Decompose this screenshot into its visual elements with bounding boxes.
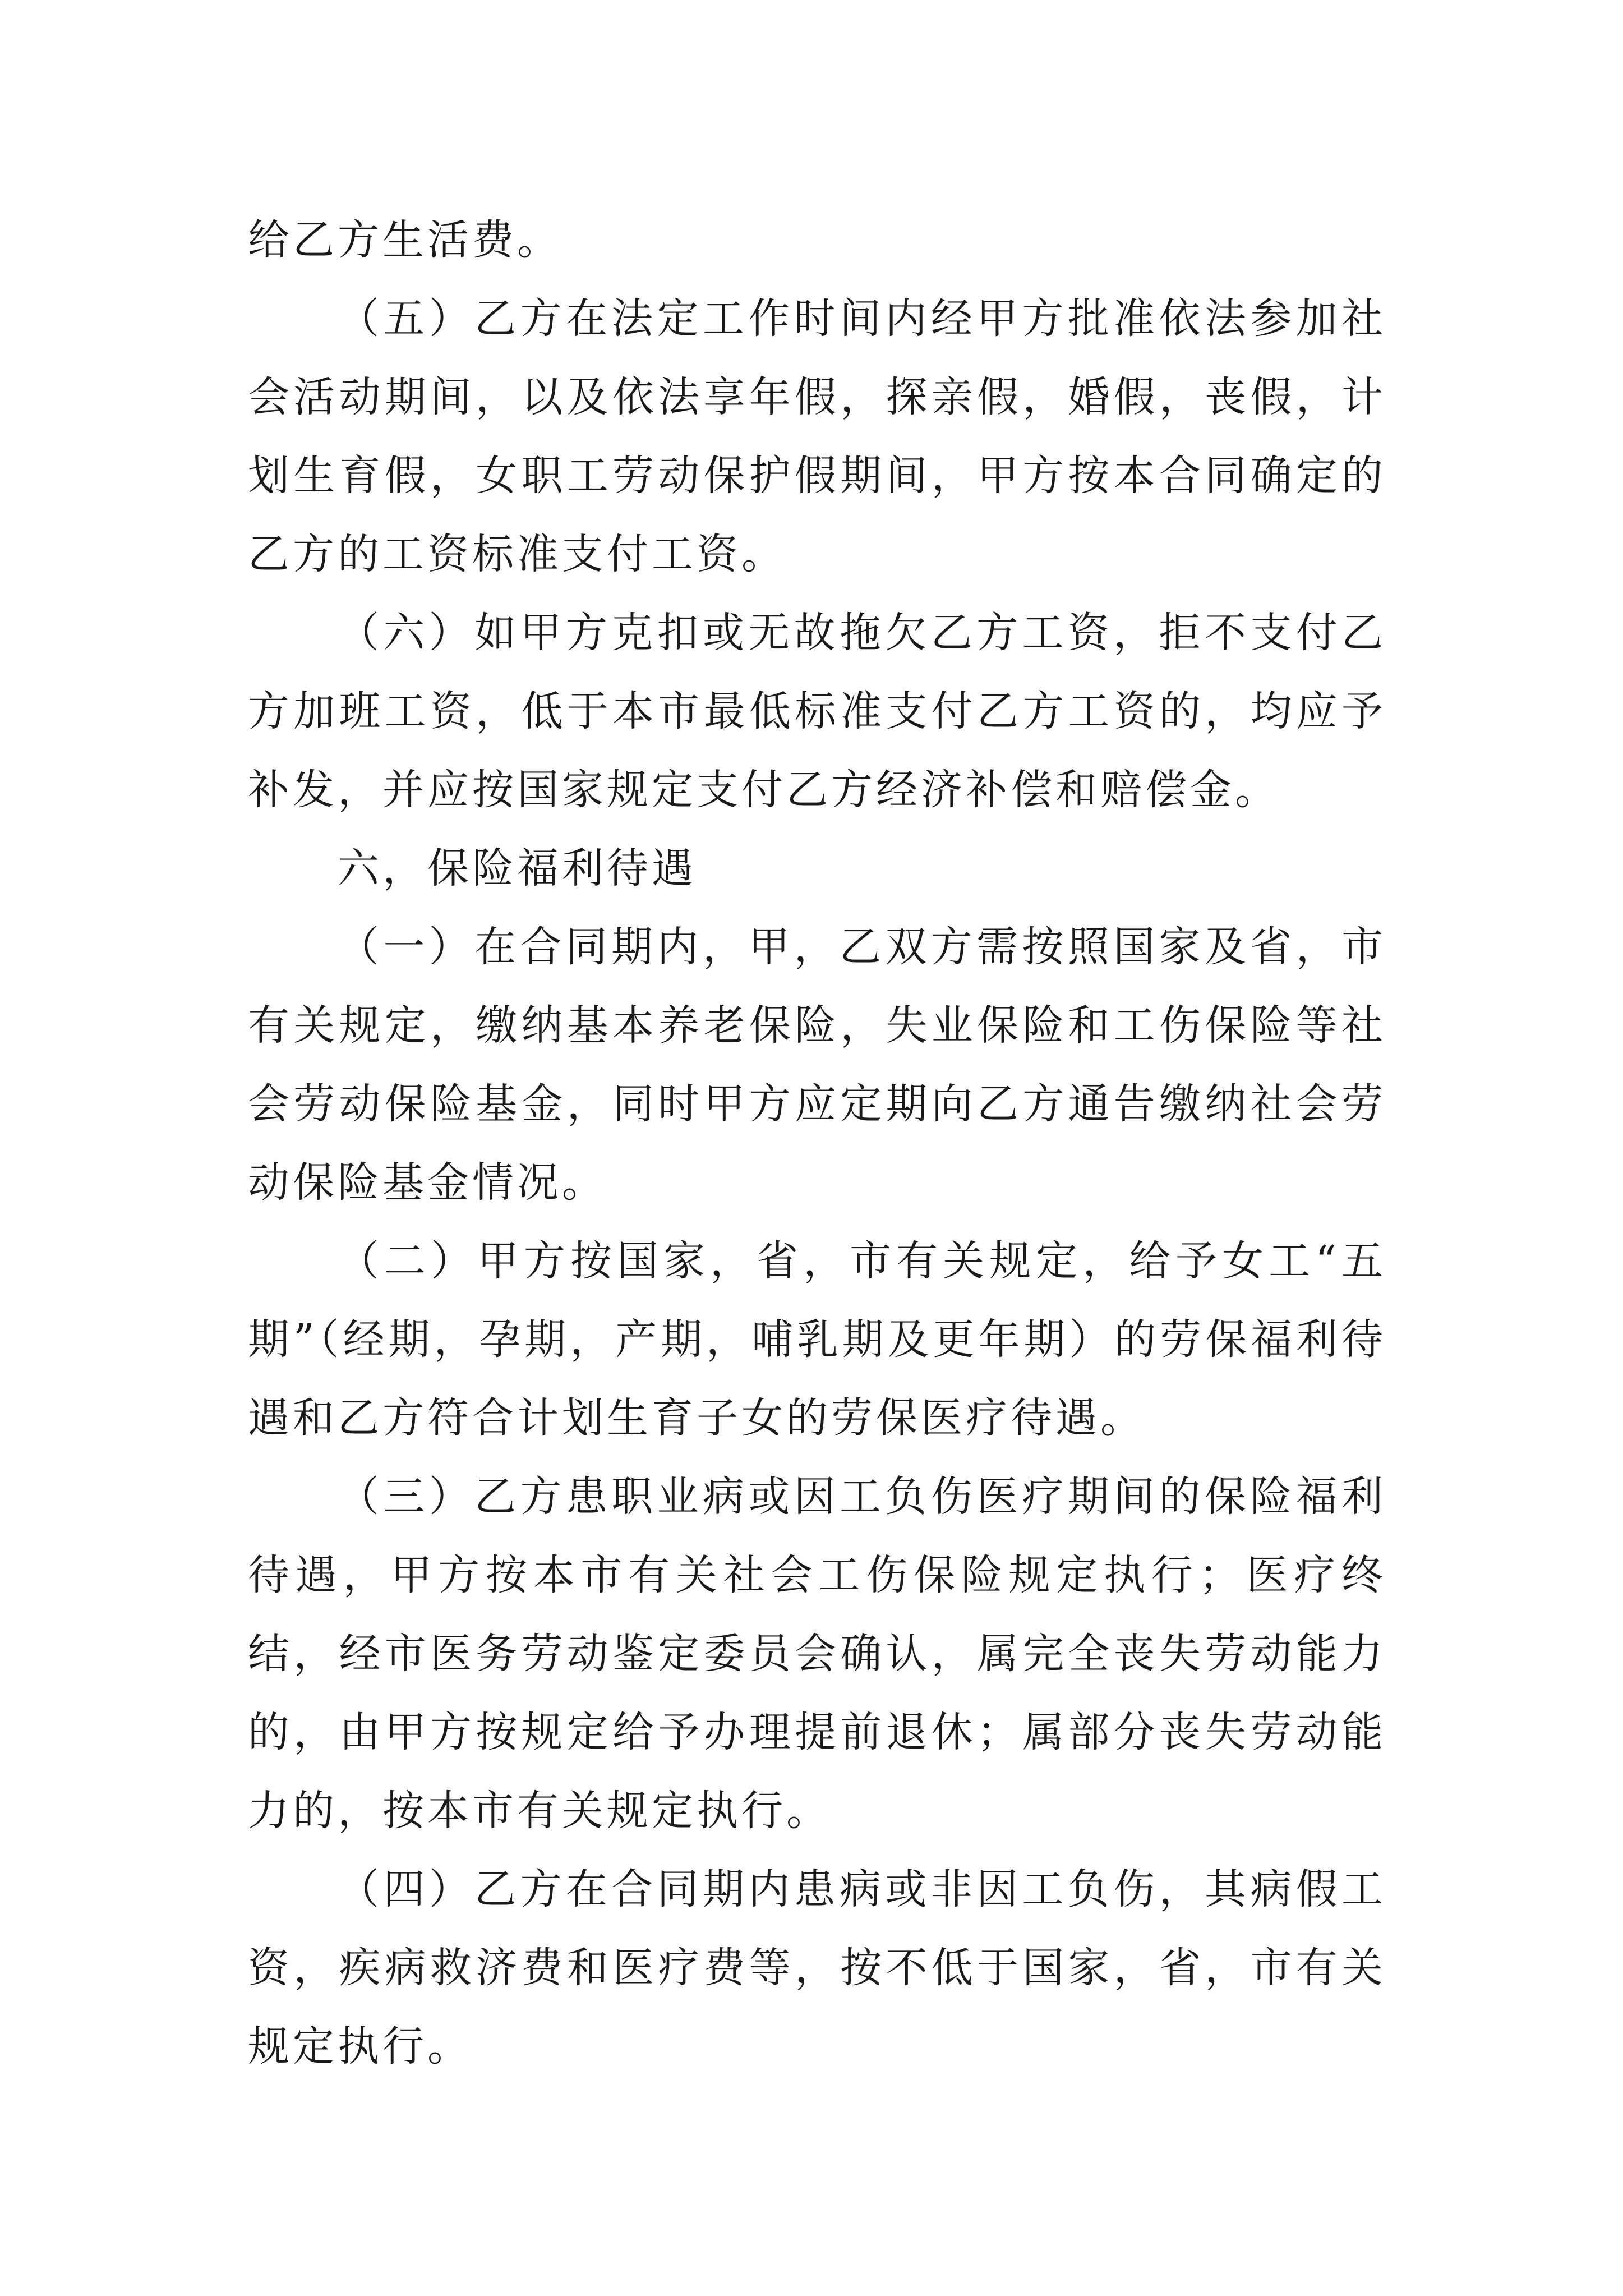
paragraph-insurance-clause-2: （二）甲方按国家，省，市有关规定，给予女工“五期”（经期，孕期，产期，哺乳期及更年期）的劳保福利待遇和乙方符合计划生育子女的劳保医疗待遇。	[248, 1237, 1386, 1442]
paragraph-insurance-clause-3: （三）乙方患职业病或因工负伤医疗期间的保险福利待遇，甲方按本市有关社会工伤保险规定执行；医疗终结，经市医务劳动鉴定委员会确认，属完全丧失劳动能力的，由甲方按规定给予办理提前退休；属部分丧失劳动能力的，按本市有关规定执行。	[248, 1473, 1386, 1835]
paragraph-insurance-clause-4: （四）乙方在合同期内患病或非因工负伤，其病假工资，疾病救济费和医疗费等，按不低于国家，省，市有关规定执行。	[248, 1865, 1386, 2070]
paragraph-continuation: 给乙方生活费。	[248, 216, 562, 264]
paragraph-clause-5: （五）乙方在法定工作时间内经甲方批准依法参加社会活动期间，以及依法享年假，探亲假，婚假，丧假，计划生育假，女职工劳动保护假期间，甲方按本合同确定的乙方的工资标准支付工资。	[248, 295, 1386, 578]
paragraph-clause-6: （六）如甲方克扣或无故拖欠乙方工资，拒不支付乙方加班工资，低于本市最低标准支付乙方工资的，均应予补发，并应按国家规定支付乙方经济补偿和赔偿金。	[248, 609, 1386, 814]
document-body	[248, 201, 1386, 2086]
paragraph-insurance-clause-1: （一）在合同期内，甲，乙双方需按照国家及省，市有关规定，缴纳基本养老保险，失业保险和工伤保险等社会劳动保险基金，同时甲方应定期向乙方通告缴纳社会劳动保险基金情况。	[248, 923, 1386, 1207]
section-heading-insurance-benefits: 六，保险福利待遇	[338, 844, 697, 892]
